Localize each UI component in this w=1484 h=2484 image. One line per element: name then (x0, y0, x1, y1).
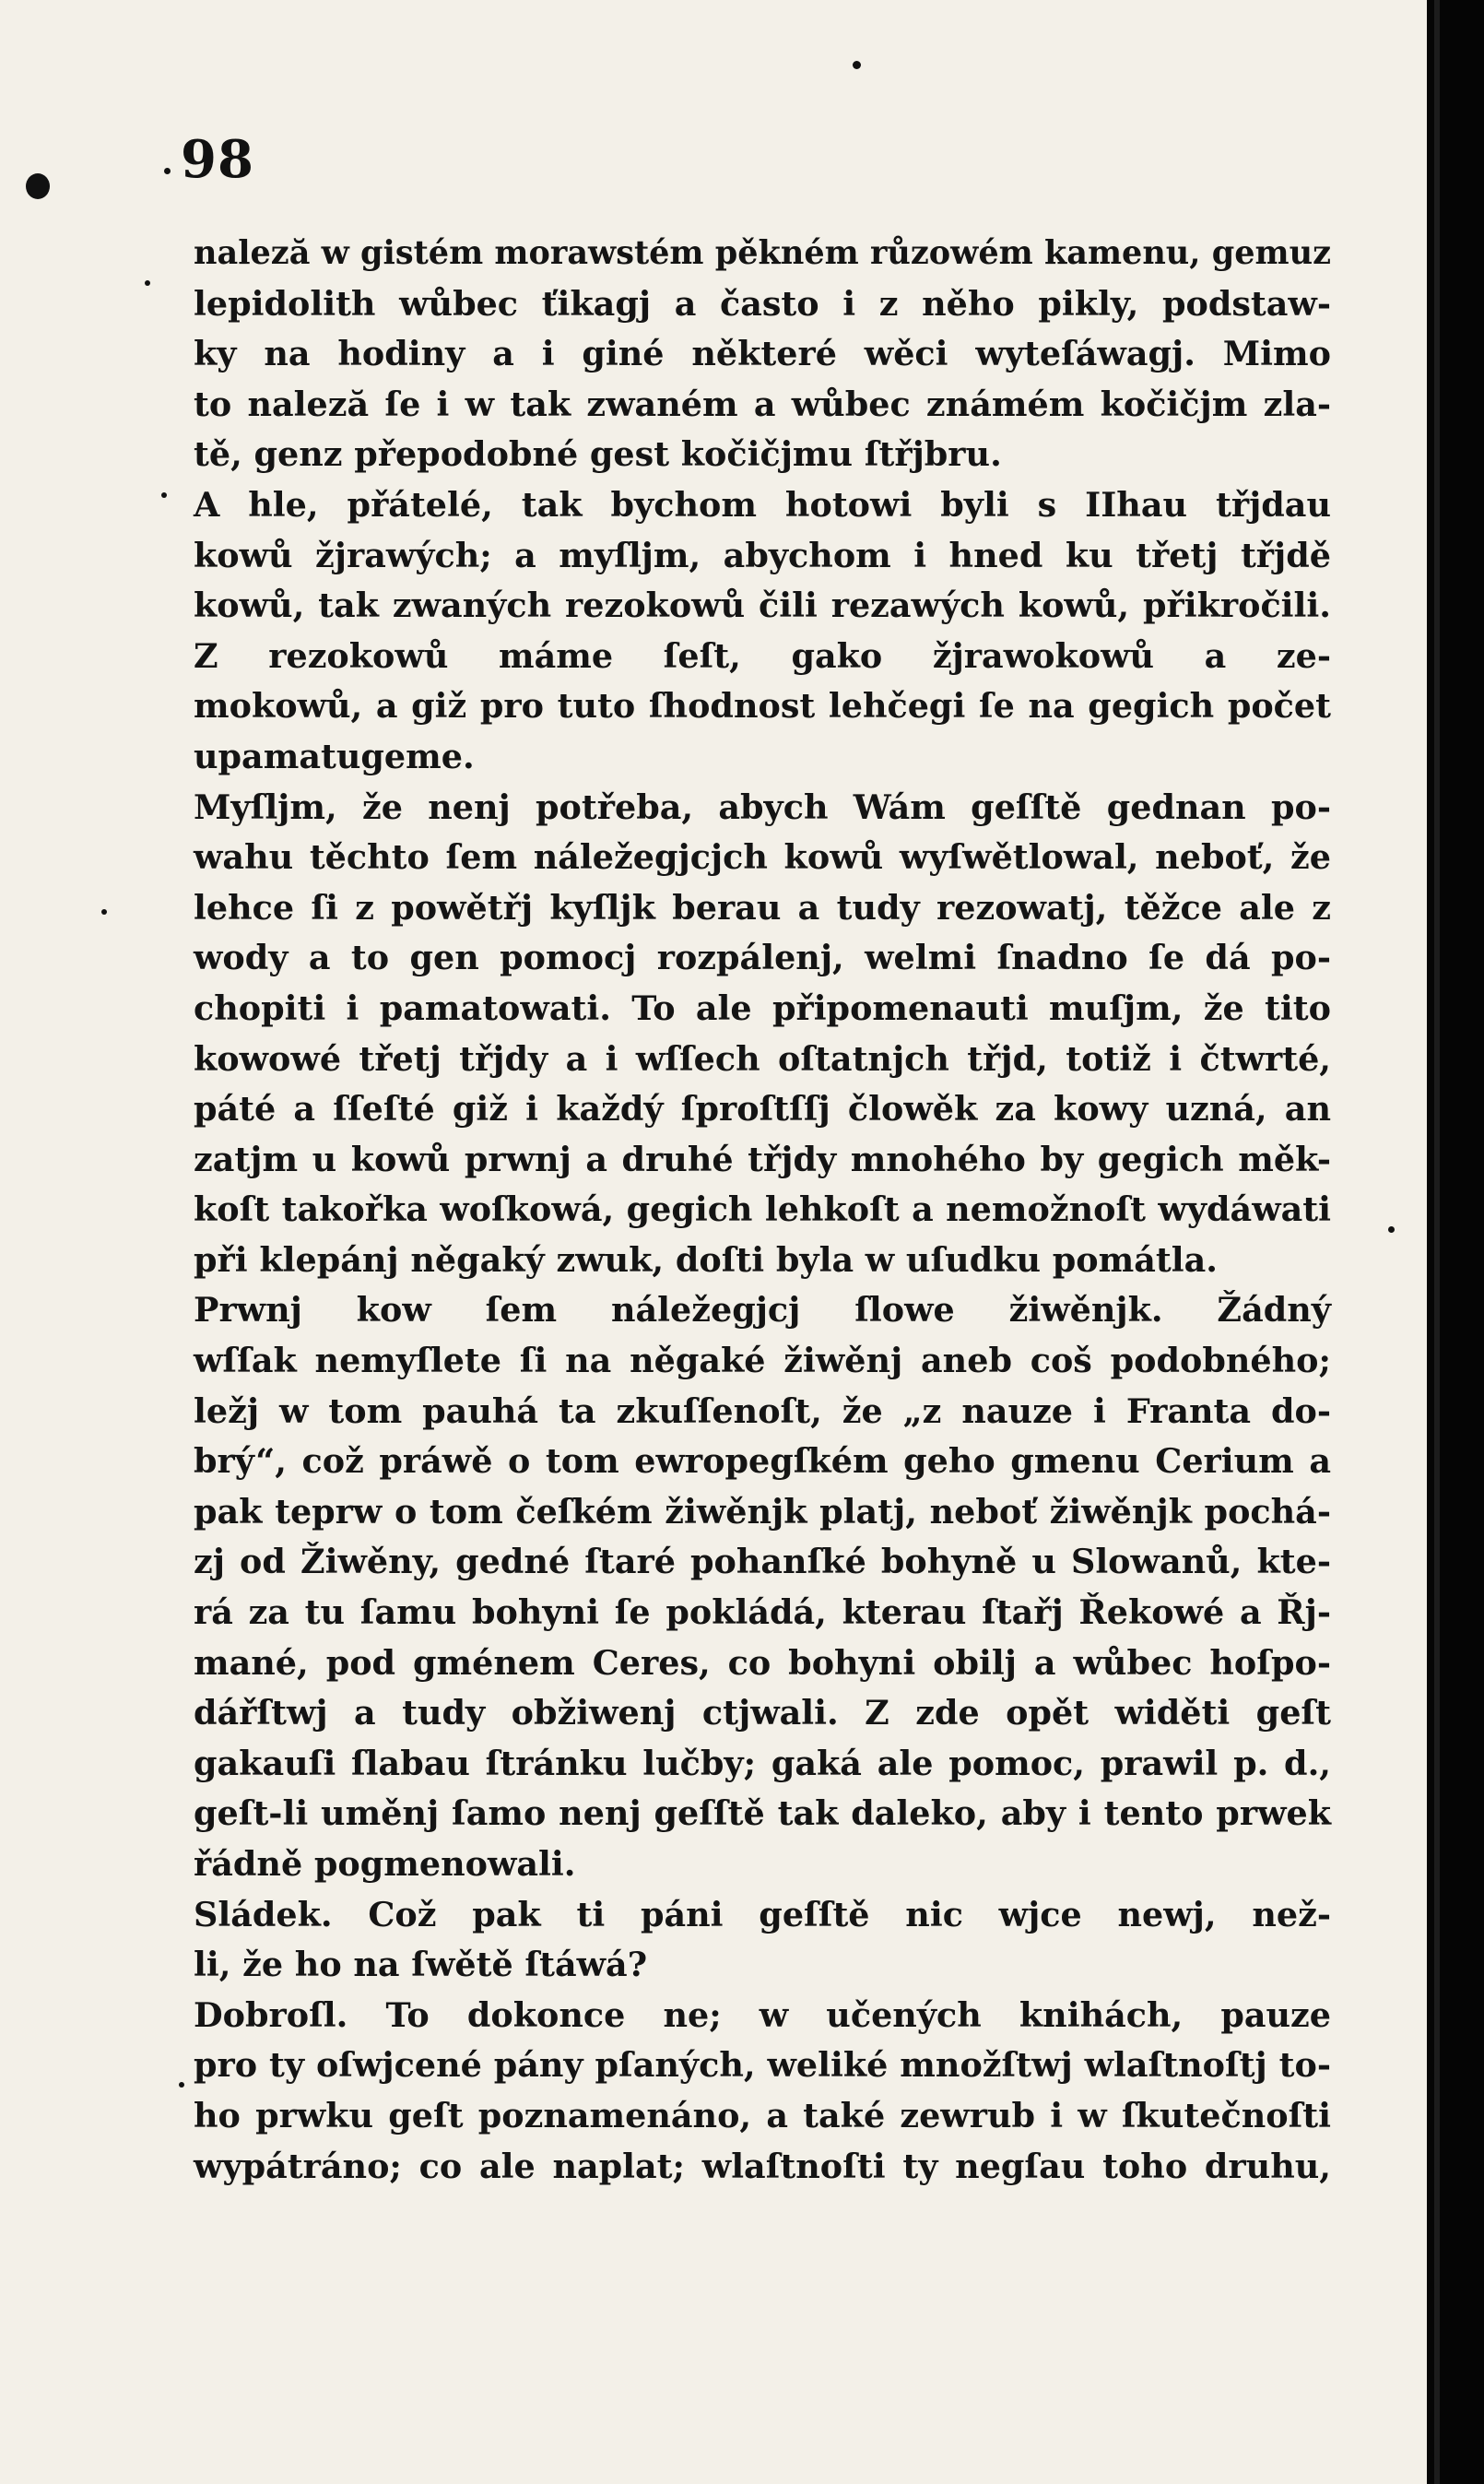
text-line: mané, pod gménem Ceres, co bohyni obilj a wůbec hoſpo- (194, 1642, 1331, 1683)
text-line: páté a ſſeſté giž i každý ſproſtſſj člowěk za kowy uzná, an (194, 1089, 1331, 1130)
page-edge-strip (1434, 0, 1440, 2484)
ink-speck (101, 909, 107, 915)
text-line: naleză w gistém morawstém pěkném růzowém kamenu, gemuz (194, 234, 1331, 272)
text-line: A hle, přátelé, tak bychom hotowi byli s IIhau třjdau (194, 484, 1331, 525)
text-line: Z rezokowů máme ſeſt, gako žjrawokowů a ze- (194, 635, 1331, 676)
text-line: koſt takořka woſkowá, gegich lehkoſt a nemožnoſt wydáwati (194, 1189, 1331, 1230)
text-line: to naleză ſe i w tak zwaném a wůbec známém kočičjm zla- (194, 384, 1331, 424)
text-line: tě, genz přepodobné gest kočičjmu ſtřjbru. (194, 434, 1002, 475)
text-line: geſt-li uměnj ſamo nenj geſſtě tak daleko, aby i tento prwek (194, 1793, 1331, 1834)
text-line: ležj w tom pauhá ta zkuſſenoſt, že „z nauze i Franta do- (194, 1390, 1331, 1431)
text-line: wſſak nemyſlete ſi na něgaké žiwěnj aneb coš podobného; (194, 1341, 1331, 1381)
text-line: dářſtwj a tudy obžiwenj ctjwali. Z zde opět widěti geſt (194, 1693, 1331, 1733)
text-line: upamatugeme. (194, 736, 475, 776)
text-line: zj od Žiwěny, gedné ſtaré pohanſké bohyně u Slowanů, kte- (194, 1542, 1331, 1582)
text-line: wahu těchto ſem náležegjcjch kowů wyſwětlowal, neboť, že (194, 837, 1331, 878)
text-line: ky na hodiny a i giné některé wěci wyteſáwagj. Mimo (194, 334, 1331, 374)
text-line: kowů, tak zwaných rezokowů čili rezawých kowů, přikročili. (194, 586, 1331, 626)
text-line: wypátráno; co ale naplat; wlaſtnoſti ty negſau toho druhu, (194, 2146, 1331, 2186)
ink-speck (161, 492, 167, 498)
text-line: rá za tu ſamu bohyni ſe pokládá, kterau ſtařj Řekowé a Řj- (194, 1592, 1331, 1633)
ink-speck (164, 168, 171, 174)
text-line: Sládek. Což pak ti páni geſſtě nic wjce newj, než- (194, 1894, 1331, 1934)
text-line: lepidolith wůbec ťikagj a často i z něho pikly, podstaw- (194, 283, 1331, 324)
text-line: řádně pogmenowali. (194, 1844, 576, 1884)
text-line: lehce ſi z powětřj kyſljk berau a tudy rezowatj, těžce ale z (194, 887, 1331, 928)
text-line: Dobroſl. To dokonce ne; w učených knihách, pauze (194, 1994, 1331, 2035)
text-line: kowowé třetj třjdy a i wſſech oſtatnjch třjd, totiž i čtwrté, (194, 1038, 1331, 1079)
ink-speck (26, 173, 50, 199)
ink-speck (179, 2082, 184, 2088)
page-number: 98 (181, 129, 254, 190)
text-line: chopiti i pamatowati. To ale připomenauti muſjm, že tito (194, 988, 1331, 1028)
text-line: wody a to gen pomocj rozpálenj, welmi ſnadno ſe dá po- (194, 938, 1331, 978)
ink-speck (1388, 1226, 1395, 1233)
text-line: při klepánj něgaký zwuk, doſti byla w uſudku pomátla. (194, 1239, 1218, 1280)
text-line: ho prwku geſt poznamenáno, a také zewrub i w ſkutečnoſti (194, 2095, 1331, 2135)
text-line: kowů žjrawých; a myſljm, abychom i hned ku třetj třjdě (194, 535, 1331, 575)
text-line: zatjm u kowů prwnj a druhé třjdy mnohého by gegich měk- (194, 1139, 1331, 1179)
text-line: pro ty oſwjcené pány pſaných, weliké množſtwj wlaſtnoſtj to- (194, 2045, 1331, 2086)
text-line: li, že ho na ſwětě ſtáwá? (194, 1945, 648, 1985)
ink-speck (145, 280, 150, 286)
text-line: Myſljm, že nenj potřeba, abych Wám geſſtě gednan po- (194, 787, 1331, 827)
ink-speck (853, 61, 861, 69)
text-line: gakauſi ſlabau ſtránku lučby; gaká ale pomoc, prawil p. d., (194, 1743, 1331, 1783)
text-line: pak teprw o tom čeſkém žiwěnjk platj, neboť žiwěnjk pochá- (194, 1491, 1331, 1532)
text-line: mokowů, a giž pro tuto ſhodnost lehčegi ſe na gegich počet (194, 686, 1331, 727)
body-text (194, 229, 1331, 2192)
text-line: brý“, což práwě o tom ewropegſkém geho gmenu Cerium a (194, 1441, 1331, 1482)
text-line: Prwnj kow ſem náležegjcj ſlowe žiwěnjk. Žádný (194, 1290, 1331, 1331)
scan-edge (1427, 0, 1484, 2484)
